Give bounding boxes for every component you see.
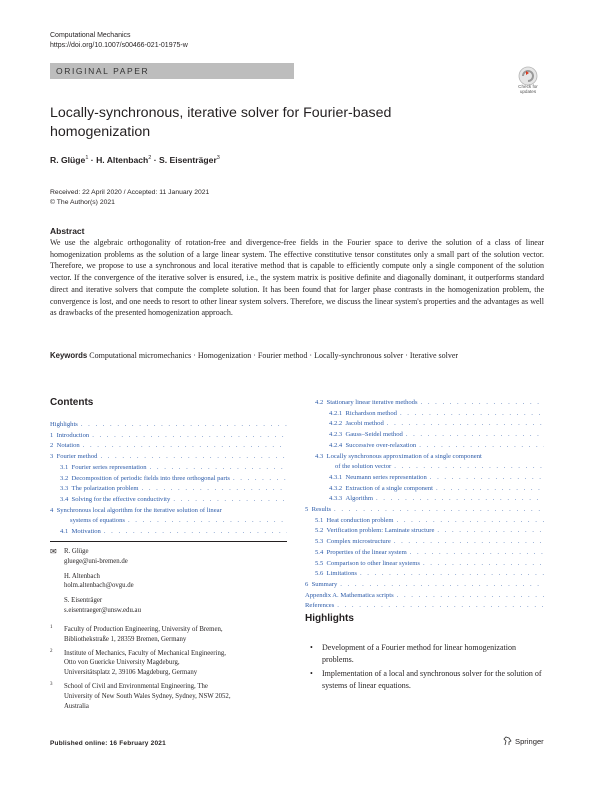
affiliation-entry bbox=[50, 625, 287, 645]
abstract-heading: Abstract bbox=[50, 226, 85, 236]
affiliation-line: Universitätsplatz 2, 39106 Magdeburg, Germany bbox=[64, 669, 198, 677]
toc-entry[interactable] bbox=[305, 484, 544, 495]
toc-leader-dots bbox=[416, 441, 544, 452]
toc-entry-label: 3.4 Solving for the effective conductivity bbox=[60, 495, 171, 503]
publication-dates bbox=[50, 188, 209, 208]
toc-entry-label: 5.3 Complex microstructure bbox=[315, 538, 391, 546]
toc-entry[interactable] bbox=[305, 409, 544, 420]
toc-entry[interactable] bbox=[305, 537, 544, 548]
toc-leader-dots bbox=[331, 505, 544, 516]
toc-entry-label: 4.3.3 Algorithm bbox=[329, 495, 373, 503]
toc-entry[interactable] bbox=[50, 463, 287, 474]
toc-entry-label: 6 Summary bbox=[305, 580, 338, 588]
abstract-text: We use the algebraic orthogonality of rotation-free and divergence-free fields in the Fourier space to derive the solution of a class of linear homogenization problems as the solution of a large linear system. The effective constitutive tensor constitutes only a small part of the solution vector. Therefore, we propose to use a synchronous and local iterative method that is capable to efficiently compute only a single component of the solution vector. If the convergence of the iterative solver is ensured, i.e., the system matrix is positive definite and diagonally dominant, it outperforms standard direct and iterative solvers that compute the complete solution. It has been found that for larger phase contrasts in the homogenization problem, the convergence is lost, and one needs to resort to other linear system solvers. Therefore, we discuss the linear system's properties and the advantages as well as drawbacks of the presented homogenization approach. bbox=[50, 238, 544, 318]
affiliation-number: 3 bbox=[50, 681, 53, 687]
toc-entry[interactable] bbox=[50, 441, 287, 452]
correspondent-name: H. Altenbach bbox=[64, 572, 100, 580]
correspondent-email[interactable]: gluege@uni-bremen.de bbox=[64, 557, 128, 565]
toc-entry-label: 2 Notation bbox=[50, 442, 80, 450]
correspondent-email[interactable]: holm.altenbach@ovgu.de bbox=[64, 582, 134, 590]
affiliation-line: Institute of Mechanics, Faculty of Mechanical Engineering, bbox=[64, 649, 226, 657]
toc-leader-dots bbox=[337, 580, 544, 591]
toc-entry[interactable] bbox=[305, 591, 544, 602]
toc-entry-label: 5.5 Comparison to other linear systems bbox=[315, 559, 420, 567]
springer-horse-icon bbox=[503, 736, 512, 746]
toc-leader-dots bbox=[427, 473, 544, 484]
footnote-divider bbox=[50, 541, 287, 542]
toc-leader-dots bbox=[420, 559, 544, 570]
toc-leader-dots bbox=[334, 601, 544, 612]
toc-entry[interactable] bbox=[305, 452, 544, 463]
received-accepted: Received: 22 April 2020 / Accepted: 11 January 2021 bbox=[50, 189, 210, 196]
table-of-contents-left bbox=[50, 420, 287, 538]
author-affiliation-mark: 2 bbox=[148, 155, 152, 162]
author-separator: · bbox=[153, 155, 157, 165]
highlights-list bbox=[310, 642, 544, 694]
affiliation-line: Bibliothekstraße 1, 28359 Bremen, Germany bbox=[64, 635, 187, 643]
toc-entry-label: of the solution vector bbox=[335, 463, 392, 471]
highlight-item: • Development of a Fourier method for linear homogenization problems. bbox=[310, 642, 544, 665]
publisher-logo bbox=[503, 736, 544, 746]
author-affiliation-mark: 3 bbox=[216, 155, 220, 162]
affiliation-line: University of New South Wales Sydney, Sydney, NSW 2052, bbox=[64, 692, 231, 700]
article-type-label: ORIGINAL PAPER bbox=[56, 66, 150, 76]
toc-leader-dots bbox=[147, 463, 287, 474]
toc-entry[interactable] bbox=[305, 473, 544, 484]
toc-entry[interactable] bbox=[305, 419, 544, 430]
affiliation-line: Otto von Guericke University Magdeburg, bbox=[64, 659, 180, 667]
toc-entry[interactable] bbox=[305, 569, 544, 580]
correspondence-block bbox=[50, 547, 141, 621]
toc-entry-label: 4.3.2 Extraction of a single component bbox=[329, 484, 434, 492]
toc-leader-dots bbox=[397, 409, 544, 420]
author-list bbox=[50, 155, 220, 165]
toc-entry[interactable] bbox=[305, 494, 544, 505]
toc-entry[interactable] bbox=[50, 484, 287, 495]
toc-entry[interactable] bbox=[305, 462, 544, 473]
toc-entry-label: References bbox=[305, 602, 335, 610]
affiliation-number: 2 bbox=[50, 648, 53, 654]
toc-entry-label: 4.2.2 Jacobi method bbox=[329, 420, 384, 428]
journal-header bbox=[50, 31, 188, 51]
toc-leader-dots bbox=[384, 419, 544, 430]
toc-entry[interactable] bbox=[305, 601, 544, 612]
publisher-name: Springer bbox=[515, 736, 544, 746]
keywords-label: Keywords bbox=[50, 351, 88, 360]
highlights-heading: Highlights bbox=[305, 613, 354, 624]
toc-entry-label: 5 Results bbox=[305, 506, 332, 514]
toc-entry-label: Highlights bbox=[50, 421, 78, 428]
check-for-updates-label[interactable]: Check for updates bbox=[518, 84, 538, 95]
article-type-banner bbox=[50, 63, 294, 79]
toc-entry-label: 5.1 Heat conduction problem bbox=[315, 516, 394, 524]
affiliation-entry bbox=[50, 682, 287, 711]
toc-leader-dots bbox=[394, 516, 544, 527]
toc-leader-dots bbox=[97, 452, 287, 463]
affiliations bbox=[50, 625, 287, 715]
toc-entry-label: Appendix A. Mathematica scripts bbox=[305, 591, 394, 599]
toc-leader-dots bbox=[403, 430, 544, 441]
toc-entry-label: 3 Fourier method bbox=[50, 453, 98, 461]
journal-doi[interactable]: https://doi.org/10.1007/s00466-021-01975-w bbox=[50, 42, 188, 49]
toc-entry[interactable] bbox=[50, 495, 287, 506]
toc-leader-dots bbox=[391, 537, 544, 548]
toc-entry[interactable] bbox=[305, 430, 544, 441]
copyright-line: © The Author(s) 2021 bbox=[50, 199, 115, 206]
toc-leader-dots bbox=[89, 431, 287, 442]
toc-entry-label: systems of equations bbox=[70, 517, 125, 525]
correspondent-email[interactable]: s.eisentraeger@unsw.edu.au bbox=[64, 606, 141, 614]
toc-entry[interactable] bbox=[50, 527, 287, 538]
affiliation-line: Australia bbox=[64, 702, 89, 710]
toc-entry-label: 3.3 The polarization problem bbox=[60, 485, 139, 493]
toc-entry-label: 4.2 Stationary linear iterative methods bbox=[315, 399, 418, 406]
author-name: H. Altenbach bbox=[96, 155, 149, 165]
toc-leader-dots bbox=[357, 569, 544, 580]
affiliation-line: School of Civil and Environmental Engineering, The bbox=[64, 682, 208, 690]
toc-entry-label: 3.2 Decomposition of periodic fields into three orthogonal parts bbox=[60, 474, 230, 482]
correspondent-name: R. Glüge bbox=[64, 548, 89, 555]
toc-entry-label: 4.2.1 Richardson method bbox=[329, 409, 397, 417]
journal-name: Computational Mechanics bbox=[50, 32, 131, 39]
correspondent-name: S. Eisenträger bbox=[64, 597, 103, 605]
published-online: Published online: 16 February 2021 bbox=[50, 740, 166, 747]
toc-entry-label: 4.3.1 Neumann series representation bbox=[329, 473, 427, 481]
highlight-item: • Implementation of a local and synchronous solver for the solution of systems of linear equations. bbox=[310, 668, 544, 691]
toc-leader-dots bbox=[394, 591, 544, 602]
table-of-contents-right bbox=[305, 398, 544, 612]
author-name: S. Eisenträger bbox=[159, 155, 217, 165]
correspondence-entry bbox=[64, 572, 141, 592]
toc-leader-dots bbox=[78, 420, 287, 431]
toc-leader-dots bbox=[418, 398, 544, 409]
toc-entry-label: 5.2 Verification problem: Laminate structure bbox=[315, 527, 435, 535]
toc-entry[interactable] bbox=[305, 526, 544, 537]
toc-leader-dots bbox=[170, 495, 287, 506]
toc-leader-dots bbox=[391, 462, 544, 473]
toc-entry[interactable] bbox=[305, 505, 544, 516]
toc-leader-dots bbox=[230, 474, 287, 485]
toc-entry[interactable] bbox=[50, 420, 287, 431]
toc-leader-dots bbox=[125, 516, 287, 527]
keywords bbox=[50, 350, 544, 362]
toc-entry-label: 3.1 Fourier series representation bbox=[60, 463, 147, 471]
toc-entry-label: 4.3 Locally synchronous approximation of a single component bbox=[315, 452, 482, 460]
toc-entry[interactable] bbox=[305, 398, 544, 409]
toc-leader-dots bbox=[373, 494, 544, 505]
toc-leader-dots bbox=[433, 484, 544, 495]
author-affiliation-mark: 1 bbox=[85, 155, 89, 162]
toc-entry[interactable] bbox=[50, 474, 287, 485]
toc-leader-dots bbox=[139, 484, 287, 495]
toc-entry[interactable] bbox=[305, 516, 544, 527]
author-separator: · bbox=[90, 155, 94, 165]
toc-entry[interactable] bbox=[50, 516, 287, 527]
toc-leader-dots bbox=[101, 527, 287, 538]
toc-entry-label: 4.1 Motivation bbox=[60, 528, 101, 536]
author-name: R. Glüge bbox=[50, 155, 86, 165]
affiliation-number: 1 bbox=[50, 625, 53, 630]
toc-entry[interactable] bbox=[305, 580, 544, 591]
affiliation-line: Faculty of Production Engineering, University of Bremen, bbox=[64, 626, 223, 633]
toc-entry[interactable] bbox=[50, 506, 287, 517]
correspondence-entry bbox=[64, 547, 141, 567]
toc-entry[interactable] bbox=[305, 548, 544, 559]
toc-entry[interactable] bbox=[305, 441, 544, 452]
toc-leader-dots bbox=[80, 441, 287, 452]
contents-heading: Contents bbox=[50, 397, 94, 408]
toc-entry[interactable] bbox=[50, 431, 287, 442]
toc-leader-dots bbox=[407, 548, 544, 559]
toc-entry[interactable] bbox=[50, 452, 287, 463]
paper-title: Locally-synchronous, iterative solver for Fourier-based homogenization bbox=[50, 105, 392, 140]
toc-leader-dots bbox=[434, 526, 544, 537]
keywords-text: Computational micromechanics · Homogenization · Fourier method · Locally-synchronous solver · Iterative solver bbox=[89, 351, 459, 360]
toc-entry-label: 4 Synchronous local algorithm for the iterative solution of linear bbox=[50, 506, 222, 514]
toc-entry-label: 5.4 Properties of the linear system bbox=[315, 548, 407, 556]
correspondence-entry bbox=[64, 596, 141, 616]
envelope-icon: ✉ bbox=[50, 547, 57, 556]
toc-entry-label: 5.6 Limitations bbox=[315, 570, 357, 578]
toc-entry-label: 4.2.4 Successive over-relaxation bbox=[329, 441, 417, 449]
affiliation-entry bbox=[50, 649, 287, 678]
toc-entry-label: 4.2.3 Gauss–Seidel method bbox=[329, 431, 403, 439]
toc-entry-label: 1 Introduction bbox=[50, 431, 90, 439]
toc-entry[interactable] bbox=[305, 559, 544, 570]
